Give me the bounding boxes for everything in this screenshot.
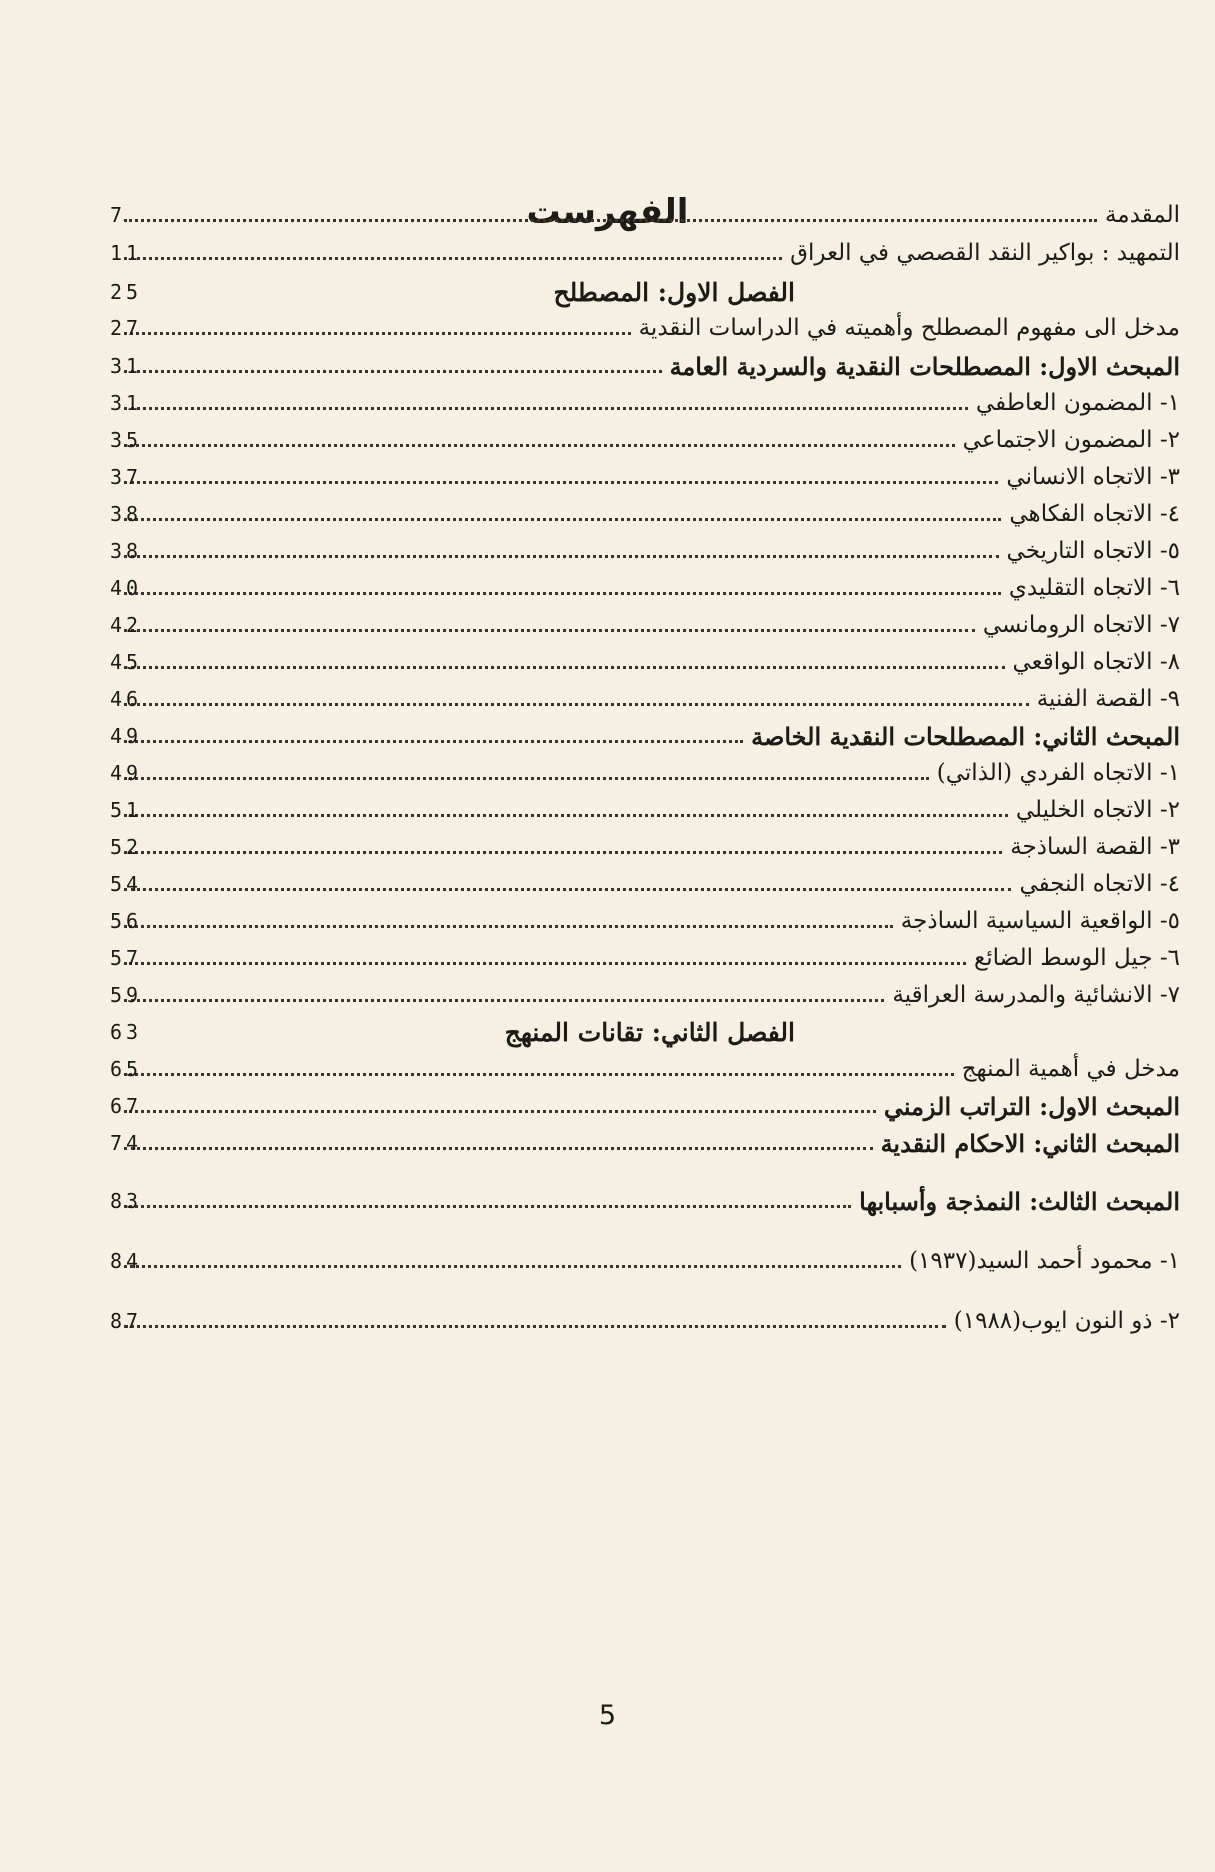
toc-entry [110,233,1180,273]
page-ref: 42 [110,613,143,637]
page-ref: 83 [110,1189,143,1213]
toc-entry [110,195,1180,235]
section-heading: المبحث الاول: التراتب الزمني [883,1091,1180,1121]
entry-title: ٣- القصة الساذجة [1010,834,1180,860]
entry-title: ٣- الاتجاه الانساني [1006,464,1180,490]
toc-entry [110,420,1180,460]
toc-entry [110,1241,1180,1281]
toc-entry [110,716,1180,756]
section-heading: المبحث الثالث: النمذجة وأسبابها [859,1186,1180,1216]
toc-entry [110,531,1180,571]
page-ref: 65 [110,1057,143,1081]
dot-leader [124,804,1008,817]
entry-title: ٥- الواقعية السياسية الساذجة [900,908,1180,934]
toc-entry [110,494,1180,534]
section-heading: المبحث الثاني: الاحكام النقدية [880,1128,1180,1158]
page-ref: 38 [110,502,143,526]
dot-leader [124,434,955,447]
dot-leader [124,1315,946,1328]
section-heading: المبحث الاول: المصطلحات النقدية والسردية العامة [669,351,1180,381]
dot-leader [124,397,968,410]
dot-leader [124,841,1002,854]
entry-title: ٤- الاتجاه النجفي [1019,871,1180,897]
dot-leader [124,360,662,373]
page-number: 5 [598,1700,617,1731]
page-ref: 84 [110,1249,143,1273]
entry-title: ٢- الاتجاه الخليلي [1015,797,1180,823]
chapter-heading: الفصل الاول: المصطلح [553,277,795,307]
entry-title: ٦- جيل الوسط الضائع [973,945,1180,971]
page-ref: 87 [110,1309,143,1333]
toc-entry [110,568,1180,608]
entry-title: التمهيد : بواكير النقد القصصي في العراق [790,240,1180,266]
entry-title: مدخل في أهمية المنهج [961,1056,1180,1082]
entry-title: ٢- المضمون الاجتماعي [962,427,1180,453]
dot-leader [124,1195,851,1208]
dot-leader [124,656,1005,669]
page-ref: 25 [110,280,143,304]
page-ref: 67 [110,1094,143,1118]
entry-title: المقدمة [1104,202,1180,228]
page-ref: 31 [110,391,143,415]
dot-leader [124,915,893,928]
toc-entry [110,1301,1180,1341]
toc-entry [110,642,1180,682]
toc-entry [110,901,1180,941]
entry-title: ٤- الاتجاه الفكاهي [1009,501,1180,527]
page-ref: 11 [110,241,143,265]
page-ref: 51 [110,798,143,822]
page-ref: 54 [110,872,143,896]
toc-entry [110,975,1180,1015]
toc-entry [110,308,1180,348]
toc-entry [110,383,1180,423]
toc-entry [110,1086,1180,1126]
toc-entry [110,827,1180,867]
chapter-heading: الفصل الثاني: تقانات المنهج [504,1017,795,1047]
toc-entry [110,753,1180,793]
toc-entry [110,1012,1180,1052]
entry-title: ٧- الانشائية والمدرسة العراقية [892,982,1180,1008]
entry-title: ٩- القصة الفنية [1036,686,1180,712]
entry-title: ١- محمود أحمد السيد(١٩٣٧) [909,1248,1180,1274]
page-ref: 46 [110,687,143,711]
page-ref: 49 [110,761,143,785]
page-ref: 49 [110,724,143,748]
page-ref: 7 [110,203,127,227]
entry-title: ١- المضمون العاطفي [975,390,1180,416]
dot-leader [124,952,966,965]
entry-title: ٥- الاتجاه التاريخي [1006,538,1180,564]
toc-entry [110,605,1180,645]
dot-leader [124,508,1001,521]
page-ref: 35 [110,428,143,452]
page-ref: 63 [110,1020,143,1044]
toc-entry [110,1181,1180,1221]
page-ref: 57 [110,946,143,970]
page-ref: 37 [110,465,143,489]
toc-entry [110,864,1180,904]
page-ref: 56 [110,909,143,933]
dot-leader [124,545,999,558]
dot-leader [124,247,782,260]
page-ref: 74 [110,1131,143,1155]
dot-leader [124,1137,873,1150]
page-ref: 59 [110,983,143,1007]
page-ref: 38 [110,539,143,563]
dot-leader [124,878,1011,891]
entry-title: مدخل الى مفهوم المصطلح وأهميته في الدراسات النقدية [638,315,1180,341]
toc-entry [110,1123,1180,1163]
toc-entry [110,346,1180,386]
dot-leader [124,1255,901,1268]
dot-leader [124,322,631,335]
entry-title: ٨- الاتجاه الواقعي [1012,649,1180,675]
toc-entry [110,790,1180,830]
dot-leader [124,693,1029,706]
dot-leader [124,582,1001,595]
dot-leader [124,471,998,484]
dot-leader [124,1063,954,1076]
section-heading: المبحث الثاني: المصطلحات النقدية الخاصة [751,721,1180,751]
toc-entry [110,457,1180,497]
toc-entry [110,938,1180,978]
entry-title: ٦- الاتجاه التقليدي [1008,575,1180,601]
page-ref: 52 [110,835,143,859]
dot-leader [124,209,1097,222]
entry-title: ٧- الاتجاه الرومانسي [982,612,1180,638]
entry-title: ١- الاتجاه الفردي (الذاتي) [936,760,1180,786]
dot-leader [124,989,884,1002]
toc-entry [110,679,1180,719]
toc-title: الفهرست [526,192,689,232]
page-ref: 31 [110,354,143,378]
dot-leader [124,767,929,780]
dot-leader [124,1100,876,1113]
page-ref: 40 [110,576,143,600]
toc-entry [110,1049,1180,1089]
toc-entry [110,272,1180,312]
dot-leader [124,619,975,632]
entry-title: ٢- ذو النون ايوب(١٩٨٨) [953,1308,1180,1334]
page-ref: 27 [110,316,143,340]
page-ref: 45 [110,650,143,674]
dot-leader [124,730,743,743]
